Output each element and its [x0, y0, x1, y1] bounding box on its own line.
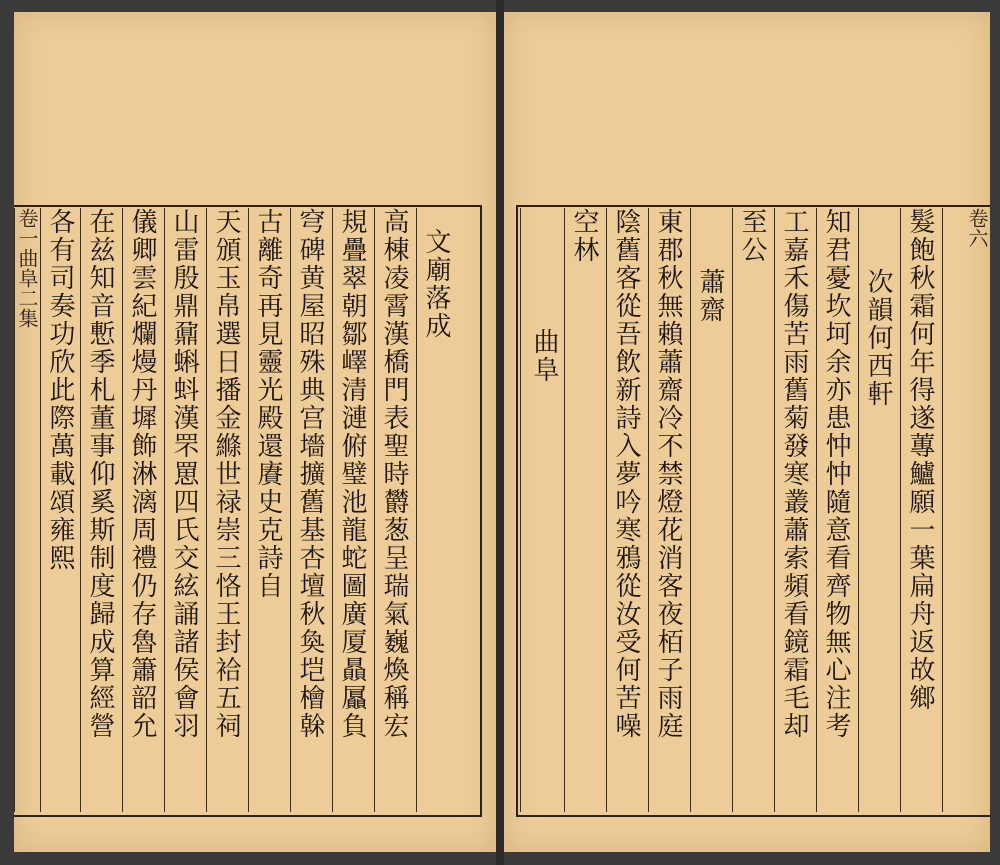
right-col-9: 曲阜 — [520, 208, 564, 812]
left-col-5: 天頒玉帛選日播金縧世禄崇三恪王封袷五祠 — [206, 208, 246, 812]
right-col-1: 次韻何西軒 — [858, 208, 898, 812]
left-col-3: 穹碑黄屋昭殊典宫墻擴舊基杏壇秋奐垲檜榦 — [290, 208, 330, 812]
left-col-1: 高棟凌霄漢橋門表聖時欝葱呈瑞氣巍煥稱宏 — [374, 208, 414, 812]
right-col-3: 工嘉禾傷苦雨舊菊發寒叢蕭索頻看鏡霜毛却 — [774, 208, 814, 812]
left-col-9: 各有司奏功欣此際萬載頌雍熙 — [40, 208, 80, 812]
right-col-4: 至公 — [732, 208, 772, 812]
left-page-margin-label: 卷一曲阜二集 — [14, 208, 40, 812]
right-col-7: 陰舊客從吾飲新詩入夢吟寒鴉從汝受何苦噪 — [606, 208, 646, 812]
left-page — [14, 12, 496, 852]
left-col-7: 儀卿雲紀爛熳丹墀飾淋漓周禮仍存魯簫韶允 — [122, 208, 162, 812]
right-col-0: 髮飽秋霜何年得遂蓴鱸願一葉扁舟返故鄉 — [900, 208, 940, 812]
right-col-8: 空林 — [564, 208, 604, 812]
right-col-5: 蕭齋 — [690, 208, 730, 812]
right-page — [504, 12, 990, 852]
book-spine — [496, 0, 504, 865]
right-col-6: 東郡秋無賴蕭齋冷不禁燈花消客夜栢子雨庭 — [648, 208, 688, 812]
left-col-6: 山雷殷鼎鼐蝌蚪漢罘罳四氏交絃誦諸侯會羽 — [164, 208, 204, 812]
left-col-0: 文廟落成 — [416, 208, 456, 812]
right-col-2: 知君憂坎坷余亦患忡忡隨意看齊物無心注考 — [816, 208, 856, 812]
left-col-4: 古離奇再見靈光殿還賡史克詩自 — [248, 208, 288, 812]
left-col-2: 規疊翠朝鄒嶧清漣俯璧池龍蛇圖廣厦贔屭負 — [332, 208, 372, 812]
left-col-8: 在兹知音慙季札董事仰奚斯制度歸成算經營 — [80, 208, 120, 812]
right-page-margin-label: 卷六 — [942, 208, 990, 812]
